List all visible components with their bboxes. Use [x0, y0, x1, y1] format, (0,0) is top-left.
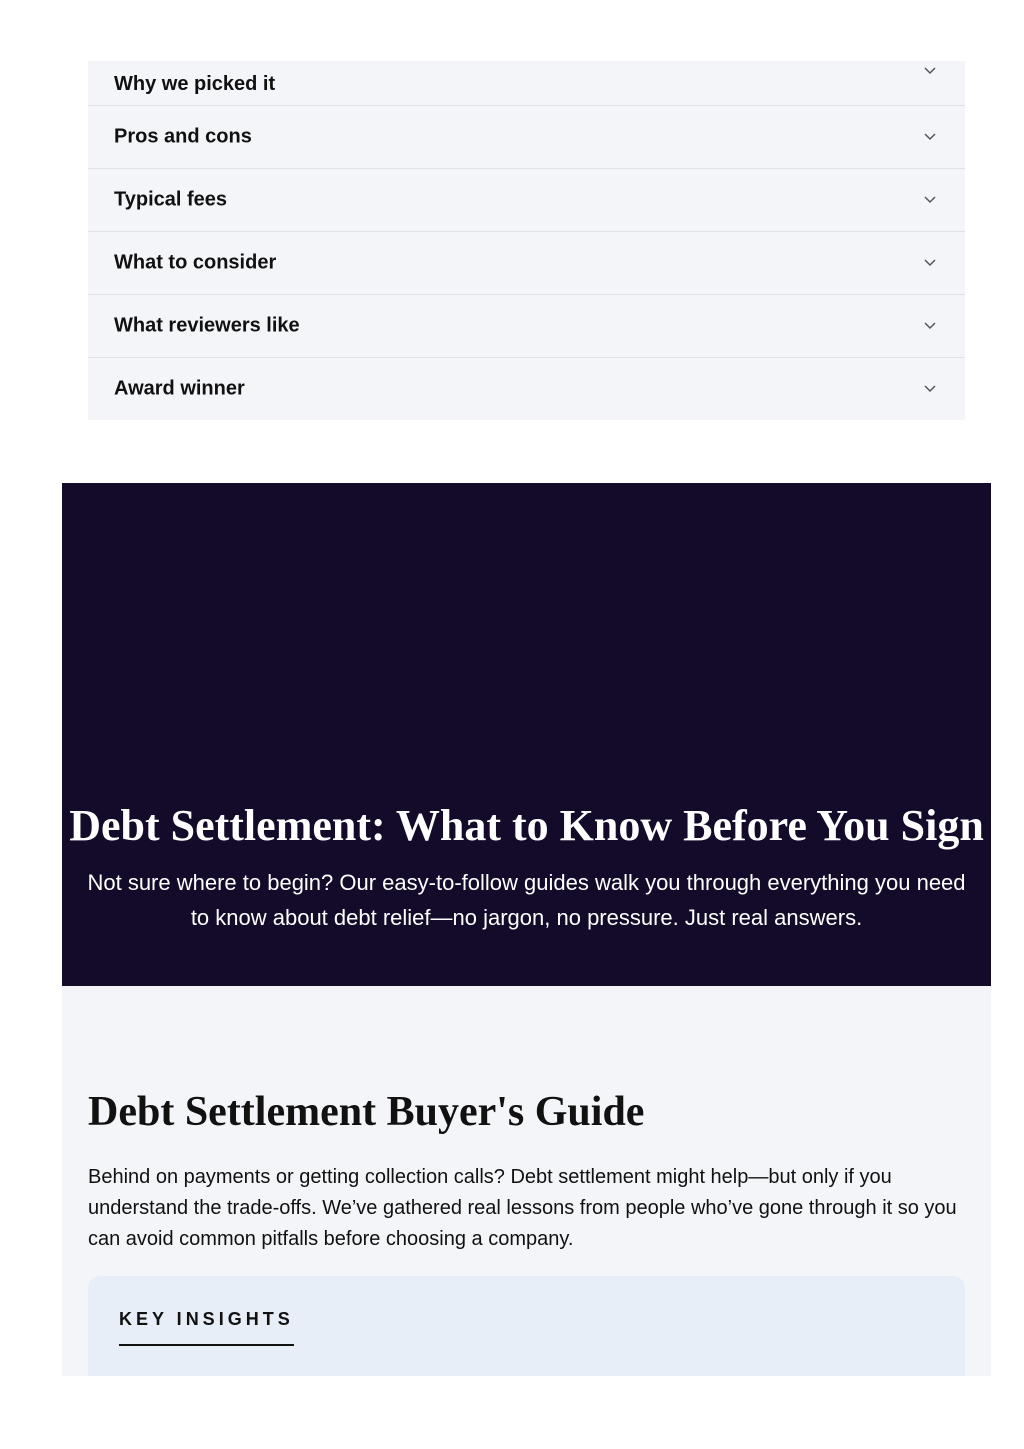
- accordion-item-label: What reviewers like: [114, 314, 300, 337]
- accordion-item-label: Typical fees: [114, 188, 228, 211]
- hero-title: Debt Settlement: What to Know Before You Sign: [69, 801, 984, 850]
- accordion-item-award-winner[interactable]: [88, 358, 965, 420]
- buyers-guide-section: [62, 986, 991, 1376]
- guide-intro-text: Behind on payments or getting collection calls? Debt settlement might help—but only if you understand the trade-offs. We’ve gathered real lessons from people who’ve gone through it so you can avoid common pitfalls before choosing a company.: [88, 1166, 957, 1250]
- chevron-down-icon: [923, 320, 937, 330]
- hero-subtitle: Not sure where to begin? Our easy-to-follow guides walk you through everything you need to know about debt relief—no jargon, no pressure. Just real answers.: [87, 870, 966, 930]
- chevron-down-icon: [923, 194, 937, 204]
- accordion-item-label: Why we picked it: [114, 73, 276, 95]
- key-insights-heading: KEY INSIGHTS: [119, 1309, 294, 1346]
- chevron-down-icon: [923, 131, 937, 141]
- accordion-item-typical-fees[interactable]: [88, 169, 965, 232]
- chevron-down-icon: [923, 65, 937, 75]
- accordion-item-what-to-consider[interactable]: [88, 232, 965, 295]
- chevron-down-icon: [923, 257, 937, 267]
- accordion-item-pros-and-cons[interactable]: [88, 106, 965, 169]
- hero-banner: [62, 483, 991, 986]
- faq-accordion: [88, 61, 965, 420]
- key-insights-box: [88, 1276, 965, 1376]
- accordion-item-what-reviewers-like[interactable]: [88, 295, 965, 358]
- accordion-item-label: Pros and cons: [114, 125, 252, 148]
- guide-title: Debt Settlement Buyer's Guide: [88, 1089, 645, 1135]
- chevron-down-icon: [923, 383, 937, 393]
- accordion-item-why-we-picked-it[interactable]: [88, 61, 965, 106]
- accordion-item-label: Award winner: [114, 377, 245, 400]
- accordion-item-label: What to consider: [114, 251, 277, 274]
